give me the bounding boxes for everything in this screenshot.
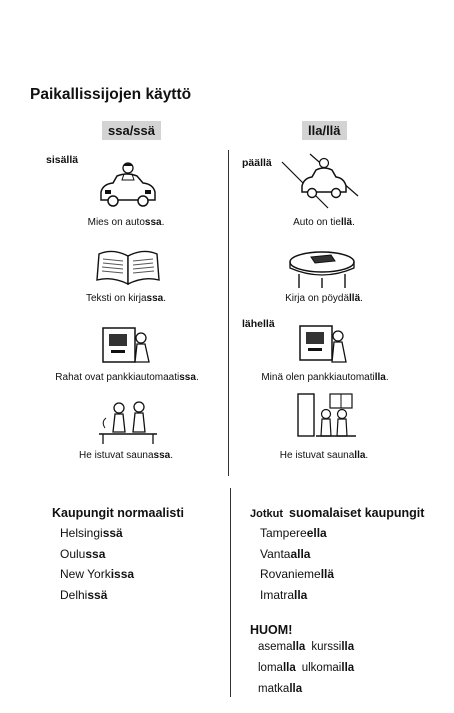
caption-atm-inside: Rahat ovat pankkiautomaatissa. [55,372,199,383]
column-divider-top [228,150,229,476]
caption-book: Teksti on kirjassa. [85,293,167,304]
some-cities-list [260,523,334,605]
caption-car-inside: Mies on autossa. [87,217,165,228]
keyword-lahella: lähellä [242,318,275,330]
list-item: Vantaalla [260,546,311,561]
table-with-book-illustration [287,248,357,290]
list-item: Tampereella [260,526,327,540]
caption-sauna-near: He istuvat saunalla. [279,450,369,461]
list-item: Imatralla [260,587,308,602]
caption-table: Kirja on pöydällä. [285,293,363,304]
keyword-sisalla: sisällä [46,154,79,166]
list-item: Rovaniemellä [260,567,335,581]
list-item: lomalla ulkomailla [258,662,355,674]
header-ssa-ssa: ssa/ssä [102,121,161,140]
book-illustration [95,248,161,288]
list-item: Helsingissä [60,526,123,540]
car-illustration [97,160,159,212]
list-item: New Yorkissa [60,567,135,581]
page-title: Paikallissijojen käyttö [30,86,192,103]
header-lla-lla: lla/llä [302,121,347,140]
atm-illustration [101,326,151,366]
caption-atm-near: Minä olen pankkiautomatilla. [261,372,389,383]
huom-list [258,637,354,700]
list-item: matkalla [258,683,303,695]
column-divider-bottom [230,488,231,697]
caption-car-on-road: Auto on tiellä. [293,217,355,228]
car-on-road-illustration [280,152,360,210]
list-item: asemalla kurssilla [258,641,355,653]
caption-sauna-inside: He istuvat saunassa. [79,450,173,461]
huom-label: HUOM! [250,623,293,637]
heading-normal-cities: Kaupungit normaalisti [52,506,184,520]
atm-near-illustration [298,324,348,366]
sauna-illustration [97,398,159,446]
sauna-near-illustration [296,390,358,446]
list-item: Delhissä [60,587,108,602]
normal-cities-list [60,523,134,605]
heading-some-cities: Jotkut suomalaiset kaupungit [250,506,425,520]
list-item: Oulussa [60,546,106,561]
keyword-paalla: päällä [242,157,272,169]
